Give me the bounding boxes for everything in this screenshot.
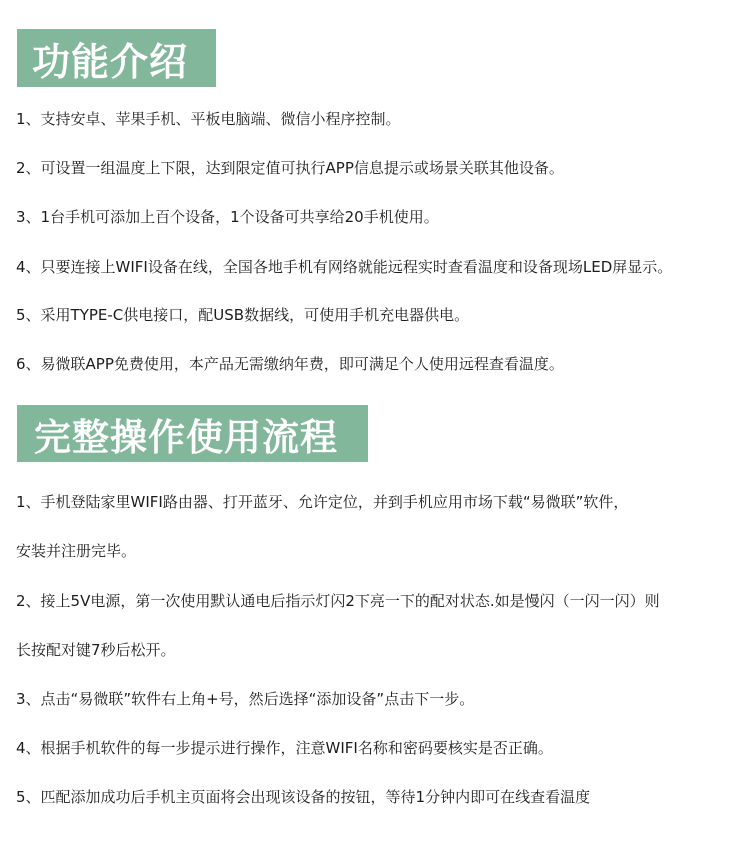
feature-item-4: 4、只要连接上WIFI设备在线，全国各地手机有网络就能远程实时查看温度和设备现场LED屏显示。 <box>16 258 673 276</box>
section-title-features: 功能介绍 <box>17 29 216 87</box>
process-line-2-cont: 长按配对键7秒后松开。 <box>16 641 176 659</box>
feature-item-6: 6、易微联APP免费使用，本产品无需缴纳年费，即可满足个人使用远程查看温度。 <box>16 355 564 373</box>
process-line-5: 5、匹配添加成功后手机主页面将会出现该设备的按钮，等待1分钟内即可在线查看温度 <box>16 788 591 806</box>
feature-item-2: 2、可设置一组温度上下限，达到限定值可执行APP信息提示或场景关联其他设备。 <box>16 159 564 177</box>
feature-item-1: 1、支持安卓、苹果手机、平板电脑端、微信小程序控制。 <box>16 110 401 128</box>
process-line-4: 4、根据手机软件的每一步提示进行操作，注意WIFI名称和密码要核实是否正确。 <box>16 739 553 757</box>
process-line-1-cont: 安装并注册完毕。 <box>16 542 137 560</box>
process-line-3: 3、点击“易微联”软件右上角+号，然后选择“添加设备”点击下一步。 <box>16 690 475 708</box>
section-title-process: 完整操作使用流程 <box>17 405 368 462</box>
process-line-1: 1、手机登陆家里WIFI路由器、打开蓝牙、允许定位，并到手机应用市场下载“易微联”软件， <box>16 493 629 511</box>
process-line-2: 2、接上5V电源，第一次使用默认通电后指示灯闪2下亮一下的配对状态.如是慢闪（一闪一闪）则 <box>16 592 660 610</box>
feature-item-3: 3、1台手机可添加上百个设备，1个设备可共享给20手机使用。 <box>16 208 439 226</box>
feature-item-5: 5、采用TYPE-C供电接口，配USB数据线，可使用手机充电器供电。 <box>16 306 470 324</box>
